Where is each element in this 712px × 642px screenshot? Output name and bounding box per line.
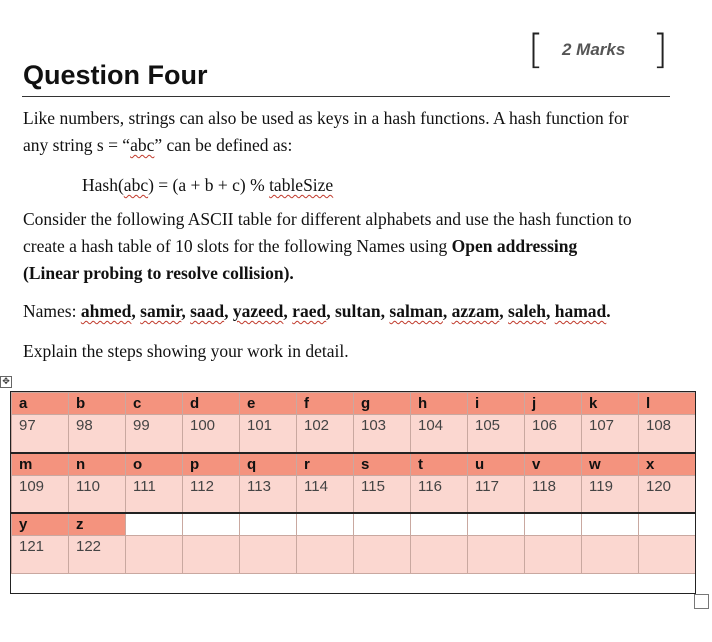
- letter-cell: c: [126, 393, 183, 415]
- code-cell: 114: [297, 475, 354, 513]
- name-separator: ,: [131, 301, 141, 321]
- formula-tablesize: tableSize: [269, 175, 334, 195]
- name-separator: .: [606, 301, 611, 321]
- empty-cell: [582, 513, 639, 536]
- letter-cell: j: [525, 393, 582, 415]
- empty-cell: [468, 513, 525, 536]
- code-cell: 104: [411, 415, 468, 453]
- intro-abc: abc: [130, 135, 155, 155]
- empty-cell: [525, 536, 582, 574]
- explain-paragraph: Explain the steps showing your work in detail.: [23, 341, 349, 361]
- name-item: salman: [389, 301, 443, 321]
- empty-cell: [639, 536, 696, 574]
- formula-abc: abc: [123, 175, 149, 195]
- instruction-line-1: Consider the following ASCII table for different alphabets and use the hash function to: [23, 209, 632, 229]
- empty-cell: [126, 513, 183, 536]
- code-cell: 119: [582, 475, 639, 513]
- name-separator: ,: [442, 301, 452, 321]
- letters-row: [12, 393, 696, 415]
- name-item: raed: [292, 301, 327, 321]
- name-separator: ,: [499, 301, 509, 321]
- name-separator: ,: [283, 301, 293, 321]
- names-list: [81, 301, 611, 321]
- formula-middle: ) = (a + b + c) %: [148, 175, 270, 195]
- code-cell: 112: [183, 475, 240, 513]
- title-underline: [22, 96, 670, 97]
- left-bracket-icon: [: [528, 27, 544, 73]
- right-bracket-icon: ]: [652, 27, 668, 73]
- code-cell: 120: [639, 475, 696, 513]
- code-cell: 109: [12, 475, 69, 513]
- empty-cell: [411, 536, 468, 574]
- empty-cell: [183, 536, 240, 574]
- codes-row: [12, 536, 696, 574]
- code-cell: 97: [12, 415, 69, 453]
- name-item: saad: [190, 301, 225, 321]
- code-cell: 103: [354, 415, 411, 453]
- open-addressing-text: Open addressing: [451, 236, 578, 256]
- letter-cell: m: [12, 453, 69, 476]
- code-cell: 115: [354, 475, 411, 513]
- move-icon[interactable]: ✥: [0, 376, 12, 388]
- intro-line-2-end: ” can be defined as:: [154, 135, 293, 155]
- empty-cell: [354, 513, 411, 536]
- code-cell: 106: [525, 415, 582, 453]
- letter-cell: b: [69, 393, 126, 415]
- formula-start: Hash(: [82, 175, 124, 195]
- code-cell: 102: [297, 415, 354, 453]
- letter-cell: q: [240, 453, 297, 476]
- letter-cell: k: [582, 393, 639, 415]
- letter-cell: z: [69, 513, 126, 536]
- intro-line-1: Like numbers, strings can also be used as keys in a hash functions. A hash function for: [23, 108, 629, 128]
- name-item: azzam: [451, 301, 500, 321]
- letter-cell: g: [354, 393, 411, 415]
- empty-cell: [411, 513, 468, 536]
- intro-paragraph: [23, 105, 673, 159]
- letter-cell: h: [411, 393, 468, 415]
- code-cell: 117: [468, 475, 525, 513]
- letter-cell: i: [468, 393, 525, 415]
- code-cell: 118: [525, 475, 582, 513]
- name-separator: ,: [224, 301, 233, 321]
- letter-cell: d: [183, 393, 240, 415]
- code-cell: 105: [468, 415, 525, 453]
- code-cell: 107: [582, 415, 639, 453]
- marks-indicator: [528, 27, 668, 73]
- empty-cell: [525, 513, 582, 536]
- letter-cell: a: [12, 393, 69, 415]
- letter-cell: p: [183, 453, 240, 476]
- letter-cell: t: [411, 453, 468, 476]
- letters-row: [12, 513, 696, 536]
- empty-cell: [354, 536, 411, 574]
- letter-cell: y: [12, 513, 69, 536]
- code-cell: 111: [126, 475, 183, 513]
- ascii-table: [11, 392, 696, 574]
- names-label: Names:: [23, 301, 81, 321]
- letter-cell: f: [297, 393, 354, 415]
- name-separator: ,: [545, 301, 555, 321]
- codes-row: [12, 415, 696, 453]
- letter-cell: e: [240, 393, 297, 415]
- code-cell: 113: [240, 475, 297, 513]
- code-cell: 110: [69, 475, 126, 513]
- empty-cell: [297, 513, 354, 536]
- name-separator: ,: [326, 301, 335, 321]
- letter-cell: x: [639, 453, 696, 476]
- letter-cell: s: [354, 453, 411, 476]
- letter-cell: u: [468, 453, 525, 476]
- empty-cell: [297, 536, 354, 574]
- letter-cell: l: [639, 393, 696, 415]
- code-cell: 100: [183, 415, 240, 453]
- letter-cell: n: [69, 453, 126, 476]
- code-cell: 122: [69, 536, 126, 574]
- codes-row: [12, 475, 696, 513]
- name-item: yazeed: [232, 301, 284, 321]
- question-title: Question Four: [23, 60, 208, 90]
- name-item: ahmed: [80, 301, 132, 321]
- code-cell: 121: [12, 536, 69, 574]
- instruction-paragraph: [23, 206, 673, 287]
- empty-cell: [240, 513, 297, 536]
- code-cell: 99: [126, 415, 183, 453]
- linear-probing-text: (Linear probing to resolve collision).: [23, 263, 294, 283]
- code-cell: 108: [639, 415, 696, 453]
- letter-cell: v: [525, 453, 582, 476]
- hash-formula: [82, 172, 712, 199]
- letter-cell: o: [126, 453, 183, 476]
- intro-line-2-start: any string s = “: [23, 135, 131, 155]
- code-cell: 98: [69, 415, 126, 453]
- name-item: saleh: [508, 301, 546, 321]
- marks-label: 2 Marks: [562, 40, 626, 59]
- empty-cell: [240, 536, 297, 574]
- name-separator: ,: [380, 301, 390, 321]
- empty-cell: [183, 513, 240, 536]
- instruction-line-2: create a hash table of 10 slots for the following Names using: [23, 236, 452, 256]
- name-item: hamad: [554, 301, 607, 321]
- empty-cell: [126, 536, 183, 574]
- name-separator: ,: [181, 301, 191, 321]
- letter-cell: w: [582, 453, 639, 476]
- empty-cell: [468, 536, 525, 574]
- resize-icon[interactable]: [694, 594, 709, 609]
- empty-cell: [639, 513, 696, 536]
- name-item: samir: [140, 301, 182, 321]
- letters-row: [12, 453, 696, 476]
- name-item: sultan: [334, 301, 381, 321]
- names-paragraph: [23, 298, 673, 325]
- empty-cell: [582, 536, 639, 574]
- code-cell: 101: [240, 415, 297, 453]
- letter-cell: r: [297, 453, 354, 476]
- code-cell: 116: [411, 475, 468, 513]
